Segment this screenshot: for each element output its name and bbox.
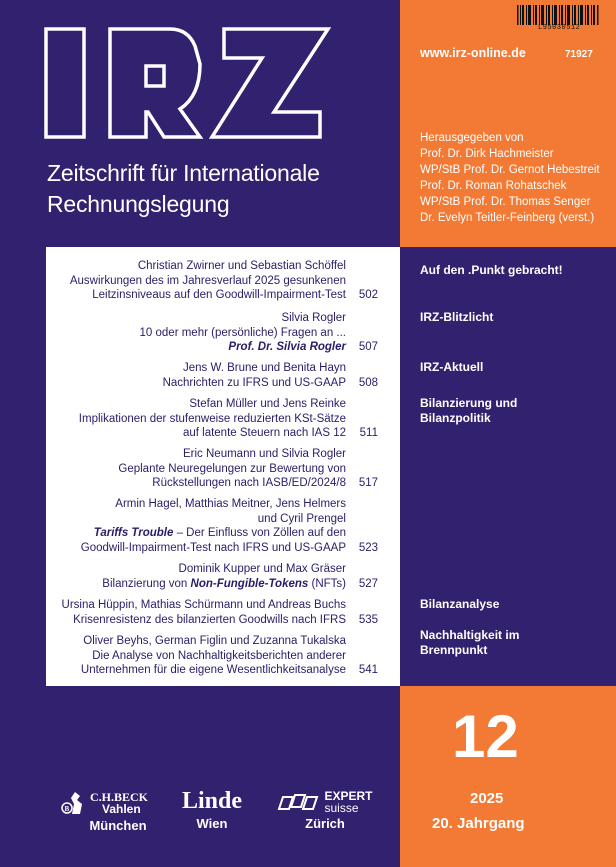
toc-entry[interactable]: Eric Neumann und Silvia Rogler Geplante Neuregelungen zur Bewertung von Rückstellungen nach IASB/ED/2024/8 517: [118, 448, 378, 489]
publisher-city: Wien: [196, 816, 228, 831]
toc-entry[interactable]: Dominik Kupper und Max Gräser Bilanzierung von Non-Fungible-Tokens (NFTs) 527: [102, 563, 378, 590]
editor-name: WP/StB Prof. Dr. Thomas Senger: [420, 196, 591, 208]
expert-suisse-logo-icon: [277, 793, 319, 811]
issue-code: 71927: [565, 49, 593, 60]
page-number: 511: [359, 427, 378, 439]
editor-name: Dr. Evelyn Teitler-Feinberg (verst.): [420, 212, 595, 224]
editors-heading: Herausgegeben von: [420, 132, 524, 144]
section-label: Nachhaltigkeit im Brennpunkt: [420, 628, 520, 657]
page-number: 517: [358, 477, 378, 489]
svg-text:B: B: [64, 805, 70, 813]
page-number: 502: [358, 289, 378, 301]
publisher-beck-vahlen: B C.H.BECK Vahlen München: [44, 790, 164, 833]
page-number: 508: [358, 376, 378, 389]
editors-list: [420, 130, 600, 226]
section-label: IRZ-Aktuell: [420, 360, 484, 374]
toc-entry[interactable]: Ursina Hüppin, Mathias Schürmann und Andreas Buchs Krisenresistenz des bilanzierten Goodwills nach IFRS 535: [61, 599, 378, 626]
barcode-number: L95030512: [538, 24, 581, 32]
editor-name: Prof. Dr. Roman Rohatschek: [420, 180, 567, 192]
section-label: Bilanzanalyse: [420, 597, 500, 611]
page-number: 535: [358, 613, 378, 626]
section-label: Auf den .Punkt gebracht!: [420, 263, 563, 277]
griffin-icon: [60, 790, 84, 816]
publisher-city: Zürich: [305, 816, 345, 831]
page-number: 527: [358, 577, 378, 590]
page-number: 507: [358, 341, 378, 353]
toc-entry[interactable]: Stefan Müller und Jens Reinke Implikationen der stufenweise reduzierten KSt-Sätze auf latente Steuern nach IAS 12 511: [78, 398, 378, 439]
journal-subtitle: Zeitschrift für Internationale Rechnungslegung: [47, 160, 320, 217]
publisher-expert-suisse: EXPERT suisse Zürich: [270, 790, 380, 831]
irz-logo: [40, 24, 340, 144]
section-label: Bilanzierung und Bilanzpolitik: [420, 396, 518, 425]
toc-entry[interactable]: Armin Hagel, Matthias Meitner, Jens Helmers und Cyril Prengel Tariffs Trouble – Der Einfluss von Zöllen auf den Goodwill-Impairment-Test nach IFRS und US-GAAP 523: [80, 498, 378, 554]
publisher-city: München: [89, 818, 147, 833]
toc-entry[interactable]: Oliver Beyhs, German Figlin und Zuzanna Tukalska Die Analyse von Nachhaltigkeitsberichten anderer Unternehmen für die eigene Wesentlichkeitsanalyse 541: [80, 635, 378, 676]
toc-entry[interactable]: Christian Zwirner und Sebastian Schöffel Auswirkungen des im Jahresverlauf 2025 gesunkenen Leitzinsniveaus auf den Goodwill-Impairment-Test 502: [69, 260, 378, 301]
toc-entry[interactable]: Silvia Rogler 10 oder mehr (persönliche) Fragen an ... Prof. Dr. Silvia Rogler 507: [139, 312, 378, 353]
page-number: 541: [358, 664, 378, 676]
table-of-contents: [46, 247, 400, 686]
page-number: 523: [358, 541, 378, 554]
editor-name: WP/StB Prof. Dr. Gernot Hebestreit: [420, 164, 600, 176]
website-url[interactable]: www.irz-online.de: [420, 46, 526, 60]
issue-volume: 20. Jahrgang: [432, 815, 525, 832]
editor-name: Prof. Dr. Dirk Hachmeister: [420, 148, 554, 160]
section-label: IRZ-Blitzlicht: [420, 310, 494, 324]
toc-entry[interactable]: Jens W. Brune und Benita Hayn Nachrichten zu IFRS und US-GAAP 508: [162, 362, 378, 389]
issue-number: 12: [452, 703, 519, 770]
issue-year: 2025: [470, 790, 504, 807]
publisher-linde: Linde Wien: [172, 788, 252, 831]
